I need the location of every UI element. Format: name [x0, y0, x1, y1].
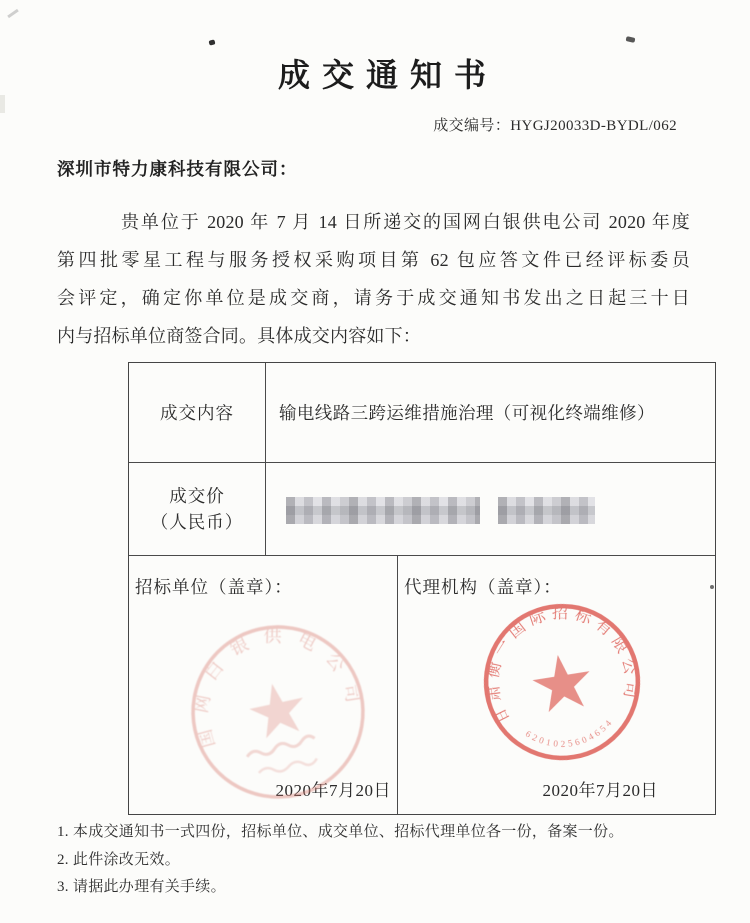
- bidder-seal-label: 招标单位（盖章）：: [135, 577, 293, 597]
- body-line: 内与招标单位商签合同。具体成交内容如下：: [57, 326, 421, 346]
- bidder-date: 2020年7月20日: [275, 781, 391, 800]
- content-value-cell: [266, 363, 715, 462]
- price-value-cell: [266, 463, 715, 555]
- redaction-block: [498, 497, 595, 524]
- bidder-signature-cell: [129, 556, 398, 814]
- redacted-price-mosaic: [286, 497, 595, 524]
- note-line: 1. 本成交通知书一式四份，招标单位、成交单位、招标代理单位各一份，备案一份。: [57, 824, 624, 840]
- table-row-price: [129, 463, 715, 556]
- notice-number: 成交编号：HYGJ20033D-BYDL/062: [433, 118, 677, 134]
- agency-seal-code: 6201025604654: [523, 716, 616, 749]
- redaction-block: [286, 497, 480, 524]
- scan-artifact: [7, 9, 19, 18]
- price-label-line1: 成交价: [169, 486, 225, 506]
- agency-date: 2020年7月20日: [542, 781, 658, 800]
- bidder-seal-arc-text: 国网白银供电公司: [190, 625, 366, 750]
- scan-artifact: [626, 36, 636, 43]
- note-line: 3. 请据此办理有关手续。: [57, 879, 226, 895]
- scan-artifact: [208, 39, 215, 45]
- table-row-content: [129, 363, 715, 463]
- agency-signature-cell: [398, 556, 715, 814]
- body-line: 贵单位于 2020 年 7 月 14 日所递交的国网白银供电公司 2020 年度: [121, 212, 690, 232]
- recipient-name: 深圳市特力康科技有限公司：: [57, 159, 298, 179]
- agency-seal-arc-text: 甘肃衡一国际招标有限公司: [483, 604, 641, 727]
- note-line: 2. 此件涂改无效。: [57, 851, 181, 868]
- scan-artifact: [0, 95, 5, 113]
- price-label-line2: （人民币）: [150, 512, 244, 532]
- agency-seal-label: 代理机构（盖章）：: [404, 577, 562, 597]
- content-value: 输电线路三跨运维措施治理（可视化终端维修）: [279, 403, 655, 423]
- body-paragraph: [57, 203, 690, 355]
- body-line: 会评定，确定你单位是成交商，请务于成交通知书发出之日起三十日: [57, 288, 690, 308]
- footer-notes: [57, 819, 717, 902]
- award-table: [128, 362, 716, 815]
- content-label-cell: [129, 363, 266, 462]
- price-label-cell: [129, 463, 266, 555]
- document-title: 成交通知书: [277, 57, 498, 93]
- body-line: 第四批零星工程与服务授权采购项目第 62 包应答文件已经评标委员: [57, 250, 690, 270]
- table-row-signatures: [129, 556, 715, 814]
- content-label: 成交内容: [160, 402, 234, 423]
